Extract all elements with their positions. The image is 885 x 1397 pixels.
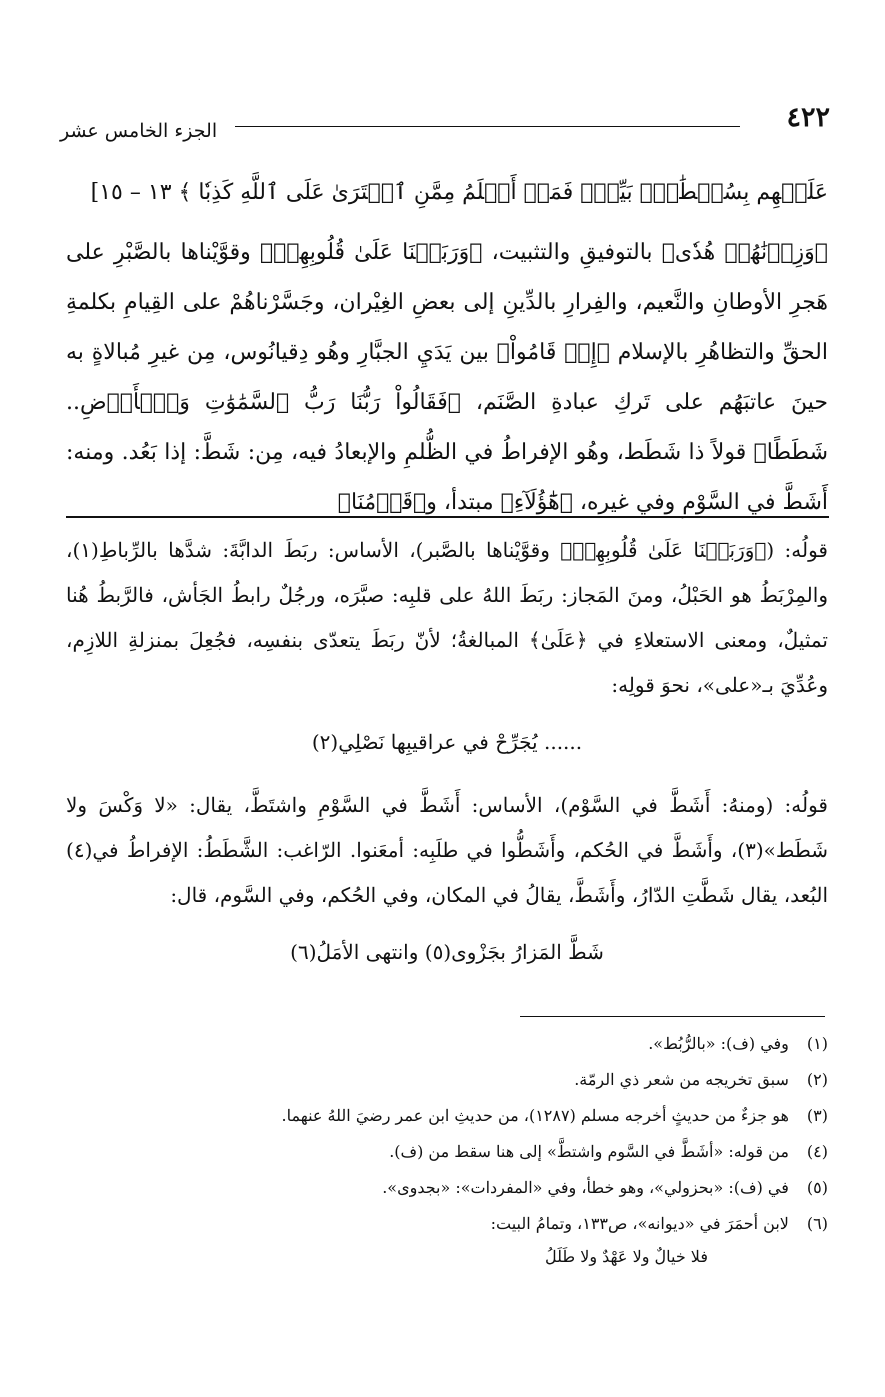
section-divider: [66, 516, 829, 518]
footnote-item: [66, 1098, 828, 1134]
main-paragraph: ﴿وَزِدۡنَٰهُمۡ هُدٗى﴾ بالتوفيقِ والتثبيت، ﴿وَرَبَطۡنَا عَلَىٰ قُلُوبِهِمۡ﴾ وقوَّيْناها بالصَّبْرِ على هَجرِ الأوطانِ والنَّعيم، والفِرارِ بالدِّينِ إلى بعضِ الغِيْران، وجَسَّرْناهُمْ على القِيامِ بكلمةِ الحقِّ والتظاهُرِ بالإسلام ﴿إِذۡ قَامُواْ﴾ بين يَدَيِ الجبَّارِ وهُو دِقيانُوس، مِن غيرِ مُبالاةٍ به حينَ عاتبَهُم على تَركِ عبادةِ الصَّنَم، ﴿فَقَالُواْ رَبُّنَا رَبُّ ٱلسَّمَٰوَٰتِ وَٱلۡأَرۡضِ.. شَطَطًا﴾ قولاً ذا شَطَط، وهُو الإفراطُ في الظُّلمِ والإبعادُ فيه، مِن: شَطَّ: إذا بَعُد. ومنه: أَشَطَّ في السَّوْمِ وفي غيره، ﴿هَٰٓؤُلَآءِ﴾ مبتدأ، و﴿قَوۡمُنَا﴾: [66, 240, 828, 515]
page-number: ٤٢٢: [786, 102, 830, 133]
footnote-verse: فلا خيالٌ ولا عَهْدٌ ولا طَلَلُ: [544, 1247, 708, 1266]
footnote-text: في (ف): «بحزولي»، وهو خطأ، وفي «المفردات»: «بجدوى».: [382, 1178, 789, 1197]
footnote-rule: [520, 1016, 825, 1017]
commentary: [66, 528, 828, 985]
footnote-number: (٦): [806, 1214, 828, 1233]
footnote-text: وفي (ف): «بالرُّبُط».: [648, 1034, 789, 1053]
footnote-number: (٣): [806, 1106, 828, 1125]
header-rule: [235, 126, 740, 127]
footnote-text: من قوله: «أشَطَّ في السَّوم واشتطَّ» إلى هنا سقط من (ف).: [389, 1142, 789, 1161]
main-text: [66, 168, 828, 528]
footnote-item: [66, 1026, 828, 1062]
footnote-text: سبق تخريجه من شعر ذي الرمّة.: [574, 1070, 789, 1089]
footnotes: [66, 1026, 828, 1272]
part-title: الجزء الخامس عشر: [60, 120, 218, 142]
footnote-text: هو جزءٌ من حديثٍ أخرجه مسلم (١٢٨٧)، من حديثِ ابن عمر رضيَ اللهُ عنهما.: [281, 1106, 789, 1125]
verse-line: عَلَيۡهِم بِسُلۡطَٰنِۭ بَيِّنٖۖ فَمَنۡ أَظۡلَمُ مِمَّنِ ٱفۡتَرَىٰ عَلَى ٱللَّهِ كَذِبٗا ﴾ ١٣ – ١٥]: [90, 180, 828, 205]
footnote-number: (٢): [806, 1070, 828, 1089]
page-header: [60, 102, 830, 146]
footnote-item: [66, 1206, 828, 1242]
commentary-paragraph: قولُه: (ومنهُ: أَشَطَّ في السَّوْم)، الأساس: أَشَطَّ في السَّوْمِ واشتَطَّ، يقال: «لا وَكْسَ ولا شَطَط»(٣)، وأَشَطَّ في الحُكم، وأَشَطُّوا في طلَبِه: أمعَنوا. الرّاغب: الشَّطَطُ: الإفراطُ في(٤) البُعد، يقال شَطَّتِ الدّارُ، وأَشَطَّ، يقالُ في المكان، وفي الحُكم، وفي السَّوم، قال:: [66, 793, 828, 907]
poem-line: ...... يُجَرِّحْ في عراقيبِها نَصْلِي(٢): [311, 730, 583, 754]
footnote-item: [66, 1170, 828, 1206]
footnote-list: [66, 1026, 828, 1242]
footnote-item: [66, 1134, 828, 1170]
poem-line: شَطَّ المَزارُ بجَزْوى(٥) وانتهى الأمَلُ(٦): [290, 940, 604, 964]
footnote-number: (١): [806, 1034, 828, 1053]
footnote-number: (٤): [806, 1142, 828, 1161]
footnote-item: [66, 1062, 828, 1098]
footnote-text: لابن أحمَرَ في «ديوانه»، ص١٣٣، وتمامُ البيت:: [490, 1214, 789, 1233]
commentary-paragraph: قولُه: (﴿وَرَبَطۡنَا عَلَىٰ قُلُوبِهِمۡ﴾ وقوَّيْناها بالصَّبر)، الأساس: ربَطَ الدابَّةَ: شدَّها بالرِّباطِ(١)، والمِرْبَطُ هو الحَبْلُ، ومنَ المَجاز: ربَطَ اللهُ على قلبِه: صبَّرَه، ورجُلٌ رابطُ الجَأش، فالرَّبطُ هُنا تمثيلٌ، ومعنى الاستعلاءِ في ﴿عَلَىٰ﴾ المبالغةُ؛ لأنّ ربَطَ يتعدّى بنفسِه، فجُعِلَ بمنزلةِ اللازِم، وعُدِّيَ بـ«على»، نحوَ قولِه:: [66, 538, 828, 697]
footnote-number: (٥): [806, 1178, 828, 1197]
